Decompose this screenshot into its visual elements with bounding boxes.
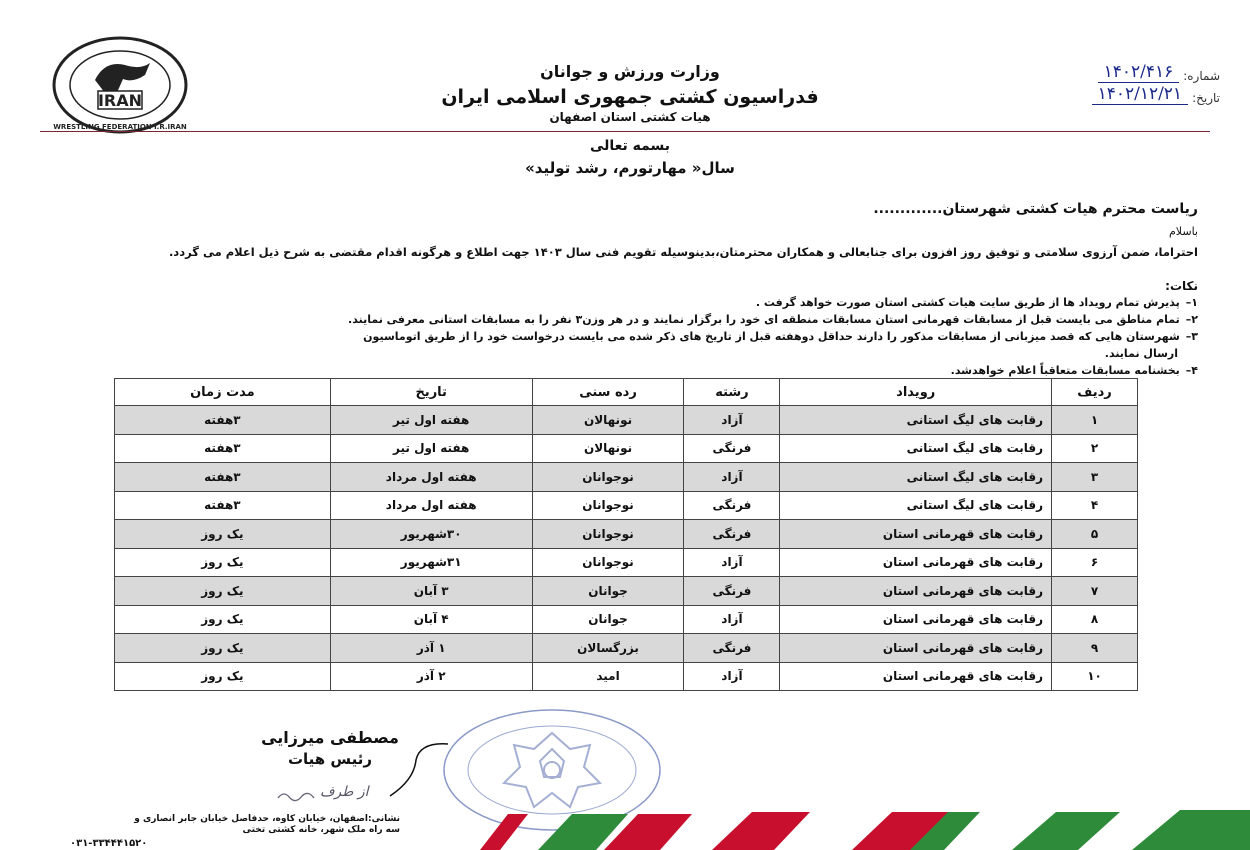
cell-row-number: ۱۰ bbox=[1052, 662, 1138, 691]
cell-age-group: بزرگسالان bbox=[532, 634, 684, 663]
signatory-title: رئیس هیات bbox=[287, 750, 373, 768]
note-number: ۱– bbox=[1185, 296, 1198, 309]
cell-row-number: ۲ bbox=[1052, 434, 1138, 463]
basmala: بسمه تعالی bbox=[589, 138, 671, 154]
column-header-event: رویداد bbox=[780, 379, 1052, 406]
note-item-continued bbox=[1105, 347, 1178, 360]
cell-row-number: ۱ bbox=[1052, 406, 1138, 435]
logo-ring-text: WRESTLING FEDERATION I.R.IRAN bbox=[53, 123, 187, 131]
letter-number bbox=[1098, 62, 1220, 83]
recipient-line: ریاست محترم هیات کشتی شهرستان............. bbox=[873, 201, 1198, 217]
phone-number: ۰۳۱-۳۳۴۴۴۱۵۲۰ bbox=[70, 838, 148, 849]
column-header-date: تاریخ bbox=[330, 379, 532, 406]
cell-style: آزاد bbox=[684, 548, 780, 577]
table-row bbox=[115, 491, 1138, 520]
on-behalf-handwriting: از طرف bbox=[320, 784, 369, 800]
cell-age-group: نوجوانان bbox=[532, 548, 684, 577]
note-item bbox=[348, 313, 1198, 326]
table-row bbox=[115, 520, 1138, 549]
cell-row-number: ۶ bbox=[1052, 548, 1138, 577]
cell-duration: یک روز bbox=[115, 577, 331, 606]
cell-date: هفته اول تیر bbox=[330, 434, 532, 463]
cell-duration: یک روز bbox=[115, 520, 331, 549]
cell-style: فرنگی bbox=[684, 434, 780, 463]
column-header-row-number: ردیف bbox=[1052, 379, 1138, 406]
note-text: بخشنامه مسابقات متعاقباً اعلام خواهدشد. bbox=[950, 364, 1180, 377]
cell-style: آزاد bbox=[684, 605, 780, 634]
cell-row-number: ۳ bbox=[1052, 463, 1138, 492]
cell-event: رقابت های قهرمانی استان bbox=[780, 577, 1052, 606]
note-text: پذیرش تمام رویداد ها از طریق سایت هیات کشتی استان صورت خواهد گرفت . bbox=[755, 296, 1180, 309]
logo-text: IRAN bbox=[97, 91, 143, 110]
cell-duration: یک روز bbox=[115, 548, 331, 577]
cell-style: فرنگی bbox=[684, 634, 780, 663]
cell-age-group: نوجوانان bbox=[532, 463, 684, 492]
address-line: نشانی:اصفهان، خیابان کاوه، حدفاصل خیابان جابر انصاری و bbox=[134, 814, 400, 824]
cell-age-group: جوانان bbox=[532, 605, 684, 634]
cell-age-group: امید bbox=[532, 662, 684, 691]
note-item bbox=[951, 364, 1198, 377]
cell-duration: ۳هفته bbox=[115, 434, 331, 463]
cell-age-group: نوجوانان bbox=[532, 520, 684, 549]
cell-duration: ۳هفته bbox=[115, 491, 331, 520]
cell-date: ۳۱شهریور bbox=[330, 548, 532, 577]
intro-paragraph: احتراما، ضمن آرزوی سلامتی و توفیق روز افزون برای جنابعالی و همکاران محترمتان،بدینوسیله تقویم فنی سال ۱۴۰۳ جهت اطلاع و هرگونه اقدام مقتضی به شرح ذیل اعلام می گردد. bbox=[168, 245, 1198, 259]
note-number: ۳– bbox=[1185, 330, 1198, 343]
competition-schedule-table bbox=[114, 378, 1138, 691]
table-row bbox=[115, 662, 1138, 691]
date-value: ۱۴۰۲/۱۲/۲۱ bbox=[1092, 84, 1189, 105]
cell-age-group: نونهالان bbox=[532, 434, 684, 463]
wrestling-federation-logo bbox=[50, 35, 190, 135]
federation-title: فدراسیون کشتی جمهوری اسلامی ایران bbox=[441, 86, 819, 108]
number-value: ۱۴۰۲/۴۱۶ bbox=[1098, 62, 1180, 83]
table-row bbox=[115, 577, 1138, 606]
note-text: شهرستان هایی که قصد میزبانی از مسابقات مذکور را دارند حداقل دوهفته قبل از تاریخ های ذکر شده می بایست درخواست خود را از طریق اتوماسیون bbox=[363, 330, 1180, 343]
handwritten-squiggle bbox=[276, 788, 316, 804]
note-text: تمام مناطق می بایست قبل از مسابقات قهرمانی استان مسابقات منطقه ای خود را برگزار نمایند و در هر وزن۳ نفر را به مسابقات استانی معرفی نمایند. bbox=[348, 313, 1180, 326]
cell-style: فرنگی bbox=[684, 520, 780, 549]
cell-style: آزاد bbox=[684, 463, 780, 492]
cell-date: ۳ آبان bbox=[330, 577, 532, 606]
table-row bbox=[115, 548, 1138, 577]
table-row bbox=[115, 605, 1138, 634]
cell-duration: ۳هفته bbox=[115, 463, 331, 492]
cell-date: ۲ آذر bbox=[330, 662, 532, 691]
table-row bbox=[115, 463, 1138, 492]
address-block bbox=[70, 814, 400, 836]
salutation: باسلام bbox=[1168, 225, 1198, 238]
cell-duration: یک روز bbox=[115, 605, 331, 634]
letter-date bbox=[1092, 84, 1220, 105]
cell-event: رقابت های قهرمانی استان bbox=[780, 520, 1052, 549]
cell-date: ۴ آبان bbox=[330, 605, 532, 634]
table-row bbox=[115, 634, 1138, 663]
cell-age-group: نوجوانان bbox=[532, 491, 684, 520]
note-item bbox=[363, 330, 1198, 343]
cell-row-number: ۸ bbox=[1052, 605, 1138, 634]
note-number: ۴– bbox=[1185, 364, 1198, 377]
cell-date: ۳۰شهریور bbox=[330, 520, 532, 549]
ministry-title: وزارت ورزش و جوانان bbox=[540, 62, 720, 81]
cell-style: آزاد bbox=[684, 662, 780, 691]
cell-duration: یک روز bbox=[115, 634, 331, 663]
cell-date: هفته اول مرداد bbox=[330, 463, 532, 492]
cell-date: هفته اول تیر bbox=[330, 406, 532, 435]
cell-row-number: ۷ bbox=[1052, 577, 1138, 606]
cell-date: ۱ آذر bbox=[330, 634, 532, 663]
note-text: ارسال نمایند. bbox=[1104, 347, 1178, 360]
number-label: شماره: bbox=[1183, 69, 1220, 83]
notes-heading: نکات: bbox=[1165, 279, 1198, 293]
province-board-title: هیات کشتی استان اصفهان bbox=[549, 110, 711, 124]
column-header-duration: مدت زمان bbox=[115, 379, 331, 406]
cell-event: رقابت های لیگ استانی bbox=[780, 434, 1052, 463]
decorative-flag-stripes bbox=[480, 808, 1250, 850]
note-number: ۲– bbox=[1185, 313, 1198, 326]
cell-event: رقابت های لیگ استانی bbox=[780, 491, 1052, 520]
cell-row-number: ۹ bbox=[1052, 634, 1138, 663]
cell-event: رقابت های لیگ استانی bbox=[780, 406, 1052, 435]
cell-event: رقابت های قهرمانی استان bbox=[780, 634, 1052, 663]
address-line: سه راه ملک شهر، خانه کشتی تختی bbox=[242, 825, 400, 835]
cell-event: رقابت های قهرمانی استان bbox=[780, 605, 1052, 634]
cell-duration: ۳هفته bbox=[115, 406, 331, 435]
cell-event: رقابت های قهرمانی استان bbox=[780, 662, 1052, 691]
cell-duration: یک روز bbox=[115, 662, 331, 691]
cell-row-number: ۵ bbox=[1052, 520, 1138, 549]
cell-row-number: ۴ bbox=[1052, 491, 1138, 520]
year-motto: سال« مهارتورم، رشد تولید» bbox=[525, 159, 735, 177]
cell-style: فرنگی bbox=[684, 577, 780, 606]
signatory-name: مصطفی میرزایی bbox=[261, 728, 399, 747]
table-row bbox=[115, 406, 1138, 435]
header-divider bbox=[40, 131, 1210, 132]
cell-style: آزاد bbox=[684, 406, 780, 435]
cell-event: رقابت های لیگ استانی bbox=[780, 463, 1052, 492]
cell-style: فرنگی bbox=[684, 491, 780, 520]
date-label: تاریخ: bbox=[1192, 91, 1220, 105]
cell-age-group: نونهالان bbox=[532, 406, 684, 435]
table-row bbox=[115, 434, 1138, 463]
table-header-row bbox=[115, 379, 1138, 406]
cell-date: هفته اول مرداد bbox=[330, 491, 532, 520]
column-header-age-group: رده سنی bbox=[532, 379, 684, 406]
cell-age-group: جوانان bbox=[532, 577, 684, 606]
note-item bbox=[756, 296, 1198, 309]
column-header-style: رشته bbox=[684, 379, 780, 406]
cell-event: رقابت های قهرمانی استان bbox=[780, 548, 1052, 577]
